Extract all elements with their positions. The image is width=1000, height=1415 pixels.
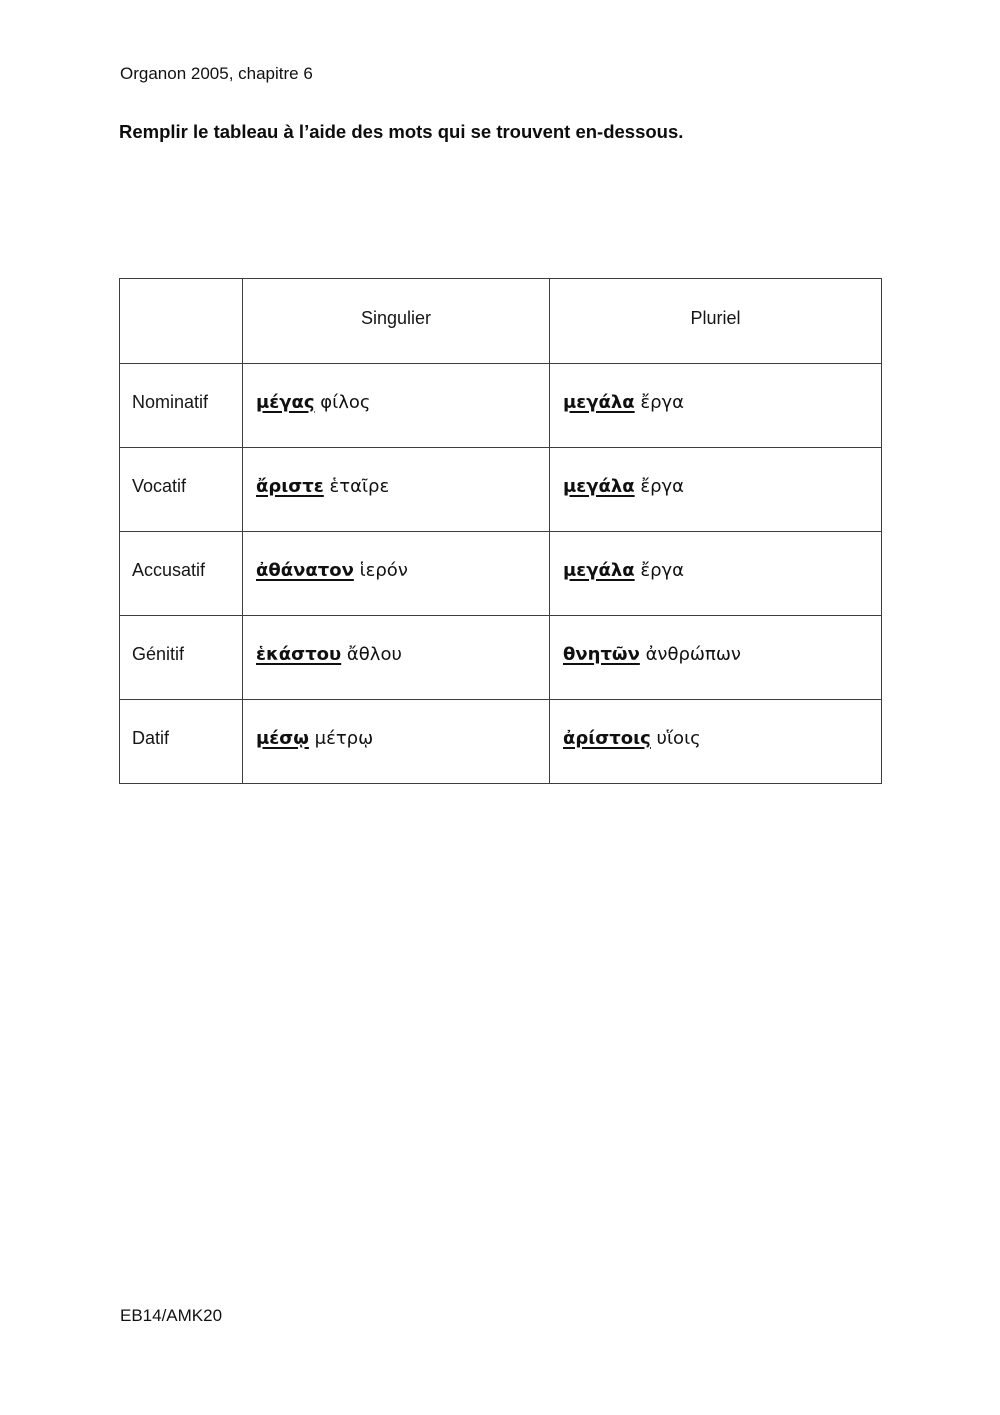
filled-word: ἄριστε	[256, 476, 324, 497]
plural-cell	[550, 616, 882, 700]
column-header-singulier: Singulier	[243, 279, 550, 364]
empty-corner-cell	[120, 279, 243, 364]
table-row-vocatif	[120, 448, 882, 532]
case-label: Datif	[120, 700, 243, 784]
case-label: Accusatif	[120, 532, 243, 616]
singular-cell	[243, 532, 550, 616]
case-label: Génitif	[120, 616, 243, 700]
singular-cell	[243, 616, 550, 700]
filled-word: ἀθάνατον	[256, 560, 354, 581]
given-word: ἔργα	[634, 392, 685, 413]
given-word: ἄθλου	[341, 644, 402, 665]
table-header-row	[120, 279, 882, 364]
table-row-genitif	[120, 616, 882, 700]
given-word: ἀνθρώπων	[639, 644, 741, 665]
table-row-datif	[120, 700, 882, 784]
document-footer: EB14/AMK20	[120, 1306, 223, 1325]
column-header-pluriel: Pluriel	[550, 279, 882, 364]
table-row-nominatif	[120, 364, 882, 448]
document-header: Organon 2005, chapitre 6	[120, 64, 313, 83]
given-word: ἔργα	[634, 476, 685, 497]
filled-word: μεγάλα	[563, 476, 635, 497]
filled-word: μέσῳ	[256, 728, 309, 749]
declension-table	[119, 278, 882, 784]
table-row-accusatif	[120, 532, 882, 616]
singular-cell	[243, 364, 550, 448]
case-label: Vocatif	[120, 448, 243, 532]
singular-cell	[243, 448, 550, 532]
plural-cell	[550, 532, 882, 616]
given-word: μέτρῳ	[308, 728, 374, 749]
filled-word: ἀρίστοις	[563, 728, 651, 749]
plural-cell	[550, 448, 882, 532]
given-word: ἔργα	[634, 560, 685, 581]
given-word: ἱερόν	[353, 560, 408, 581]
filled-word: θνητῶν	[563, 644, 640, 665]
filled-word: μεγάλα	[563, 392, 635, 413]
given-word: ἑταῖρε	[323, 476, 390, 497]
filled-word: μεγάλα	[563, 560, 635, 581]
case-label: Nominatif	[120, 364, 243, 448]
given-word: υἵοις	[650, 728, 701, 749]
filled-word: μέγας	[256, 392, 315, 413]
plural-cell	[550, 364, 882, 448]
instruction-text: Remplir le tableau à l’aide des mots qui se trouvent en-dessous.	[119, 121, 684, 142]
filled-word: ἑκάστου	[256, 644, 342, 665]
given-word: φίλος	[314, 392, 371, 413]
plural-cell	[550, 700, 882, 784]
singular-cell	[243, 700, 550, 784]
